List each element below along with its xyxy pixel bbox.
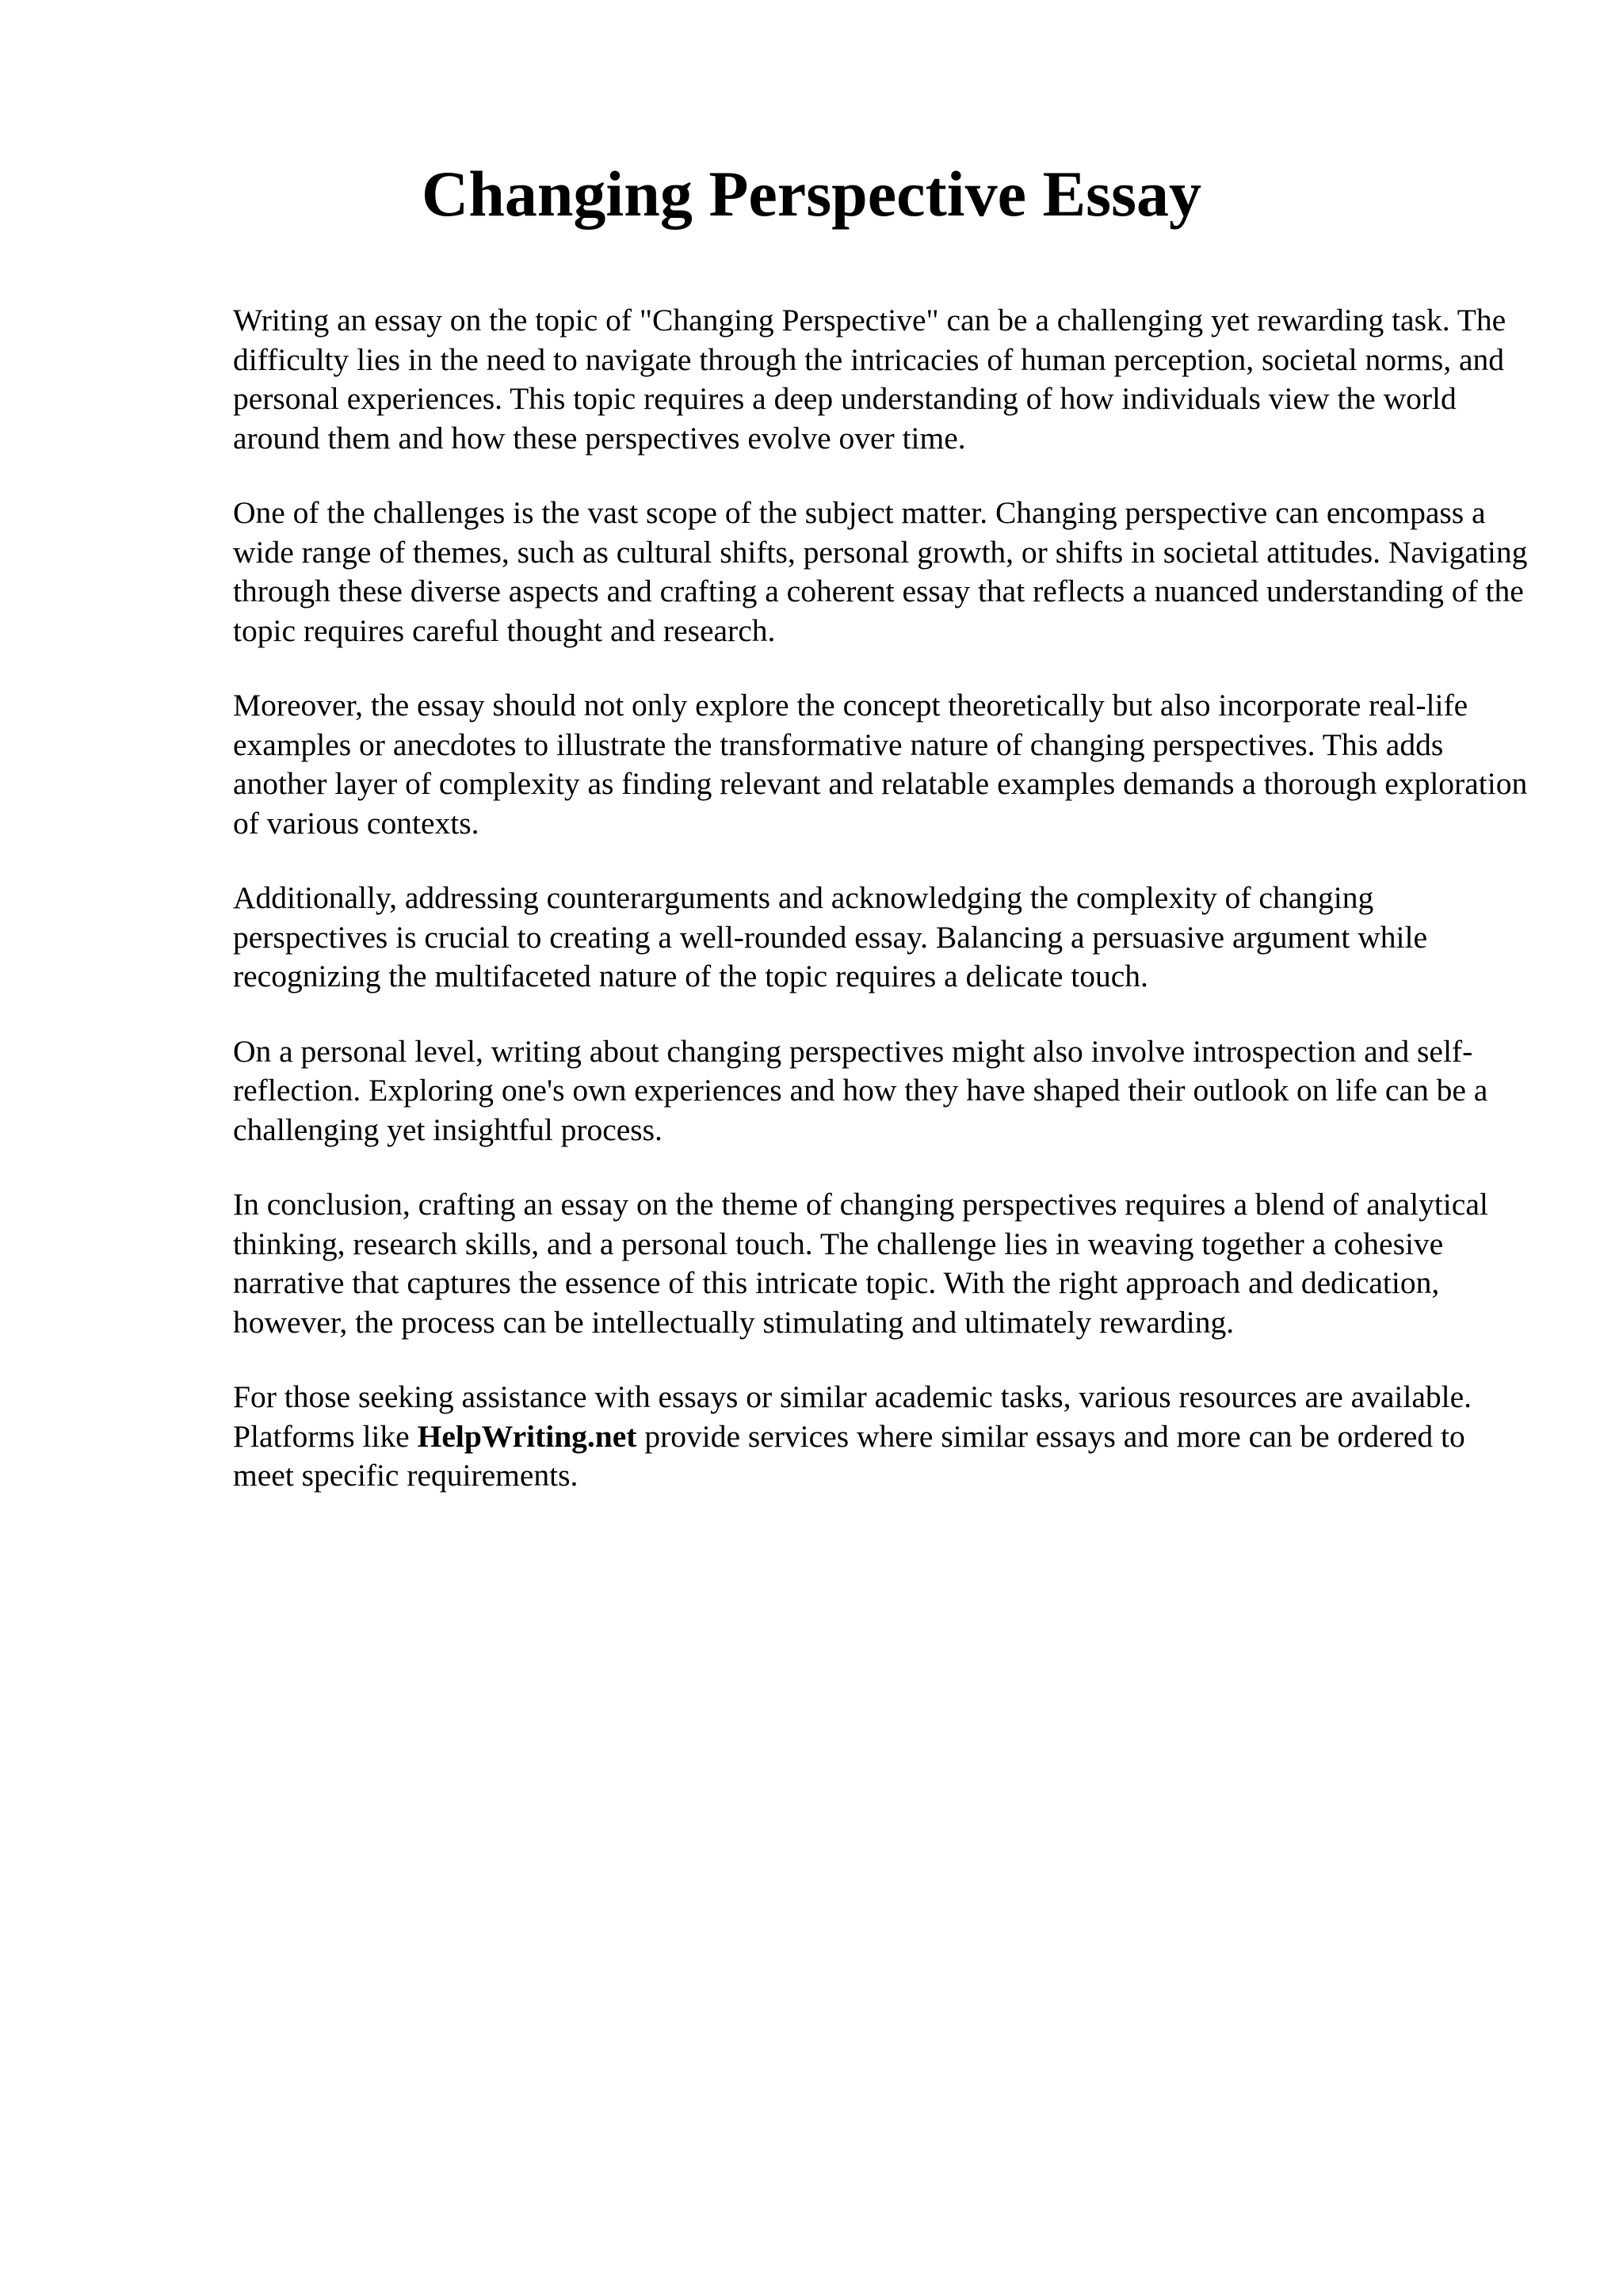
closing-text-after: provide services where similar essays and more can be ordered to meet specific requirements. — [233, 1418, 1465, 1493]
paragraph-4: Additionally, addressing counterarguments and acknowledging the complexity of changing perspectives is crucial to creating a well-rounded essay. Balancing a persuasive argument while recognizing the multifaceted nature of the topic requires a delicate touch. — [233, 880, 1428, 994]
closing-text-before: For those seeking assistance with essays or similar academic tasks, various resources are available. Platforms like — [233, 1379, 1472, 1454]
closing-paragraph — [233, 1378, 1533, 1496]
paragraph-6: In conclusion, crafting an essay on the theme of changing perspectives requires a blend of analytical thinking, research skills, and a personal touch. The challenge lies in weaving together a cohesive narrative that captures the essence of this intricate topic. With the right approach and dedication, however, the process can be intellectually stimulating and ultimately rewarding. — [233, 1187, 1488, 1340]
paragraph-2: One of the challenges is the vast scope of the subject matter. Changing perspective can encompass a wide range of themes, such as cultural shifts, personal growth, or shifts in societal attitudes. Navigating through these diverse aspects and crafting a coherent essay that reflects a nuanced understanding of the topic requires careful thought and research. — [233, 495, 1528, 648]
paragraph-5: On a personal level, writing about changing perspectives might also involve introspection and self-reflection. Exploring one's own experiences and how they have shaped their outlook on life can be a challenging yet insightful process. — [233, 1033, 1488, 1147]
brand-name: HelpWriting.net — [417, 1418, 637, 1454]
essay-body — [233, 301, 1533, 1531]
paragraph-3: Moreover, the essay should not only explore the concept theoretically but also incorporate real-life examples or anecdotes to illustrate the transformative nature of changing perspectives. This adds another layer of complexity as finding relevant and relatable examples demands a thorough exploration of various contexts. — [233, 688, 1528, 841]
paragraph-1: Writing an essay on the topic of "Changing Perspective" can be a challenging yet rewarding task. The difficulty lies in the need to navigate through the intricacies of human perception, societal norms, and personal experiences. This topic requires a deep understanding of how individuals view the world around them and how these perspectives evolve over time. — [233, 303, 1507, 456]
page-title: Changing Perspective Essay — [422, 158, 1201, 230]
